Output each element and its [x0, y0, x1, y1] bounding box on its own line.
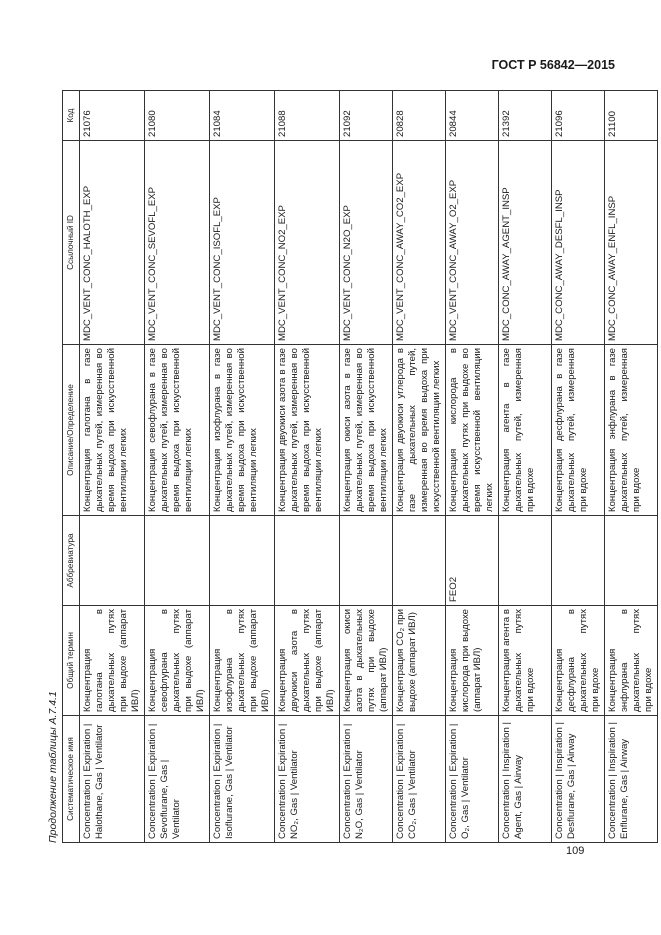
cell-system-name: Concentration | Expiration | NO₂, Gas | Ventilator: [274, 716, 339, 843]
cell-common-term: Концентрация окиси азота в дыхательных путях при выдохе (аппарат ИВЛ): [339, 606, 392, 716]
table-row: [498, 91, 551, 843]
header-description: Описание/Определение: [63, 345, 80, 516]
table-row: [339, 91, 392, 843]
cell-system-name: Concentration | Expiration | CO₂, Gas | Ventilator: [392, 716, 445, 843]
cell-abbreviation: [80, 516, 145, 606]
cell-system-name: Concentration | Inspiration | Agent, Gas | Airway: [498, 716, 551, 843]
header-reference-id: Ссылочный ID: [63, 141, 80, 345]
cell-description: Концентрация двуокиси углерода в газе дыхательных путей, измеренная во время выдоха при искусственной вентиляции легких: [392, 345, 445, 516]
table-row: [604, 91, 657, 843]
header-system-name: Систематическое имя: [63, 716, 80, 843]
cell-reference-id: MDC_VENT_CONC_N2O_EXP: [339, 141, 392, 345]
rotated-table-block: [45, 91, 654, 843]
cell-code: 21392: [498, 91, 551, 141]
cell-abbreviation: [209, 516, 274, 606]
cell-description: Концентрация кислорода в дыхательных путях при выдохе во время искусственной вентиляции легких: [445, 345, 498, 516]
cell-reference-id: MDC_VENT_CONC_AWAY_CO2_EXP: [392, 141, 445, 345]
table-body: [80, 91, 658, 843]
header-abbreviation: Аббревиатура: [63, 516, 80, 606]
table-row: [80, 91, 145, 843]
cell-system-name: Concentration | Inspiration | Desflurane, Gas | Airway: [551, 716, 604, 843]
cell-description: Концентрация галотана в газе дыхательных путей, измеренная во время выдоха при искусственной вентиляции легких: [80, 345, 145, 516]
cell-common-term: Концентрация галотана в дыхательных путях при выдохе (аппарат ИВЛ): [80, 606, 145, 716]
cell-common-term: Концентрация энфлурана в дыхательных путях при вдохе: [604, 606, 657, 716]
cell-code: 21084: [209, 91, 274, 141]
cell-abbreviation: [274, 516, 339, 606]
cell-abbreviation: FEO2: [445, 516, 498, 606]
table-row: [144, 91, 209, 843]
cell-system-name: Concentration | Expiration | N₂O, Gas | Ventilator: [339, 716, 392, 843]
header-common-term: Общий термин: [63, 606, 80, 716]
cell-reference-id: MDC_CONC_AWAY_AGENT_INSP: [498, 141, 551, 345]
cell-reference-id: MDC_VENT_CONC_ISOFL_EXP: [209, 141, 274, 345]
cell-system-name: Concentration | Inspiration | Enflurane, Gas | Airway: [604, 716, 657, 843]
cell-code: 21092: [339, 91, 392, 141]
cell-abbreviation: [551, 516, 604, 606]
cell-description: Концентрация изофлурана в газе дыхательных путей, измеренная во время выдоха при искусственной вентиляции легких: [209, 345, 274, 516]
table-header-row: [63, 91, 80, 843]
page-number: 109: [566, 845, 585, 857]
table-row: [445, 91, 498, 843]
table-row: [209, 91, 274, 843]
cell-description: Концентрация севофлурана в газе дыхательных путей, измеренная во время выдоха при искусственной вентиляции легких: [144, 345, 209, 516]
cell-code: 20844: [445, 91, 498, 141]
table-row: [551, 91, 604, 843]
cell-abbreviation: [392, 516, 445, 606]
cell-abbreviation: [498, 516, 551, 606]
data-table: [62, 90, 658, 843]
cell-abbreviation: [144, 516, 209, 606]
table-row: [274, 91, 339, 843]
cell-system-name: Concentration | Expiration | Halothane, Gas | Ventilator: [80, 716, 145, 843]
cell-reference-id: MDC_CONC_AWAY_ENFL_INSP: [604, 141, 657, 345]
cell-abbreviation: [604, 516, 657, 606]
cell-system-name: Concentration | Expiration | Sevoflurane, Gas | Ventilator: [144, 716, 209, 843]
cell-code: 21096: [551, 91, 604, 141]
header-code: Код: [63, 91, 80, 141]
cell-common-term: Концентрация севофлурана в дыхательных путях при выдохе (аппарат ИВЛ): [144, 606, 209, 716]
cell-code: 21088: [274, 91, 339, 141]
cell-common-term: Концентрация десфлурана в дыхательных путях при вдохе: [551, 606, 604, 716]
cell-description: Концентрация десфлурана в газе дыхательных путей, измеренная при вдохе: [551, 345, 604, 516]
cell-common-term: Концентрация изофлурана в дыхательных путях при выдохе (аппарат ИВЛ): [209, 606, 274, 716]
table-row: [392, 91, 445, 843]
cell-description: Концентрация агента в газе дыхательных путей, измеренная при вдохе: [498, 345, 551, 516]
cell-description: Концентрация энфлурана в газе дыхательных путей, измеренная при вдохе: [604, 345, 657, 516]
cell-common-term: Концентрация CO₂ при выдохе (аппарат ИВЛ): [392, 606, 445, 716]
cell-common-term: Концентрация кислорода при выдохе (аппарат ИВЛ): [445, 606, 498, 716]
cell-reference-id: MDC_VENT_CONC_SEVOFL_EXP: [144, 141, 209, 345]
cell-description: Концентрация двуокиси азота в газе дыхательных путей, измеренная во время выдоха при искусственной вентиляции легких: [274, 345, 339, 516]
cell-reference-id: MDC_VENT_CONC_HALOTH_EXP: [80, 141, 145, 345]
cell-code: 20828: [392, 91, 445, 141]
cell-reference-id: MDC_CONC_AWAY_DESFL_INSP: [551, 141, 604, 345]
cell-reference-id: MDC_VENT_CONC_AWAY_O2_EXP: [445, 141, 498, 345]
cell-code: 21080: [144, 91, 209, 141]
cell-system-name: Concentration | Expiration | Isoflurane, Gas | Ventilator: [209, 716, 274, 843]
standard-header: ГОСТ Р 56842—2015: [491, 58, 615, 72]
cell-code: 21076: [80, 91, 145, 141]
cell-reference-id: MDC_VENT_CONC_NO2_EXP: [274, 141, 339, 345]
cell-common-term: Концентрация агента в дыхательных путях при вдохе: [498, 606, 551, 716]
cell-description: Концентрация окиси азота в газе дыхательных путей, измеренная во время выдоха при искусственной вентиляции легких: [339, 345, 392, 516]
cell-code: 21100: [604, 91, 657, 141]
cell-system-name: Concentration | Expiration | O₂, Gas | Ventilator: [445, 716, 498, 843]
cell-common-term: Концентрация двуокиси азота в дыхательных путях при выдохе (аппарат ИВЛ): [274, 606, 339, 716]
table-caption: Продолжение таблицы А.7.4.1: [47, 691, 59, 843]
cell-abbreviation: [339, 516, 392, 606]
